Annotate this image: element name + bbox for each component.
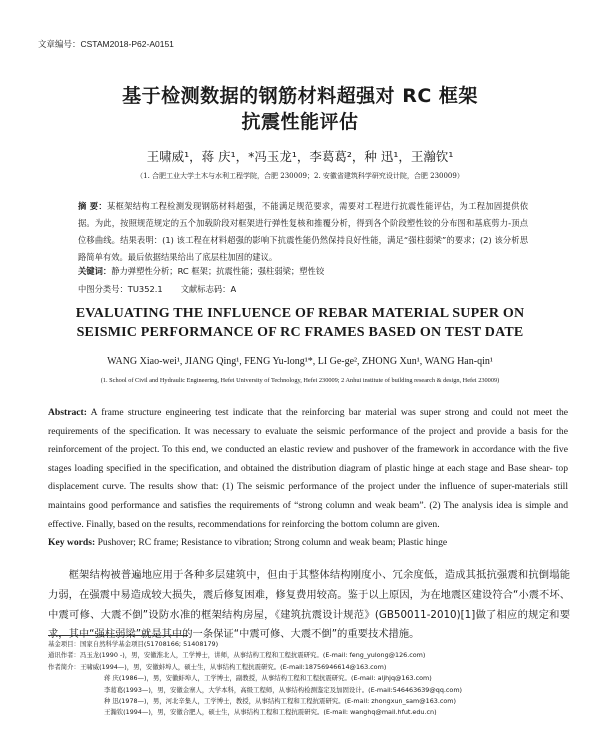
english-abstract [48, 404, 568, 534]
footnote-author-bio: 蒋 庆(1986—)，男，安徽蚌埠人，工学博士，副教授，从事结构工程和工程抗震研究。(E-mail: aljhjq@163.com) [104, 674, 432, 683]
chinese-abstract-text: 某框架结构工程检测发现钢筋材料超强，不能满足规范要求，需要对工程进行抗震性能评估，为工程加固提供依据。为此，按照规范规定的五个加载阶段对框架进行弹性复核和推覆分析，得到各个阶段塑性铰的分布图和基底剪力-顶点位移曲线。结果表明：(1) 该工程在材料超强的影响下抗震性能仍然保持良好性能，满足“强柱弱梁”的要求；(2) 该分析思路简单有效。最后依据结果给出了底层柱加固的建议。 [78, 201, 528, 262]
chinese-keywords [78, 265, 528, 277]
english-title-line-1: EVALUATING THE INFLUENCE OF REBAR MATERIAL SUPER ON [75, 306, 525, 321]
english-affiliation: (1. School of Civil and Hydraulic Engineering, Hefei University of Technology, Hefei 230009; 2 Anhui institute of building research & design, Hefei 230009) [100, 377, 500, 384]
body-paragraph: 框架结构被普遍地应用于各种多层建筑中，但由于其整体结构刚度小、冗余度低，造成其抵抗强震和抗倒塌能力弱，在强震中易造成较大损失，震后修复困难，修复费用较高。鉴于以上原因，为在地震区建设符合“小震不坏、中震可修、大震不倒”设防水准的框架结构房屋，《建筑抗震设计规范》(GB50011-2010)[1]做了相应的规定和要求，其中“强柱弱梁”就是其中的一条保证“中震可修、大震不倒”的重要技术措施。 [48, 569, 570, 641]
english-authors: WANG Xiao-wei¹, JIANG Qing¹, FENG Yu-long¹*, LI Ge-ge², ZHONG Xun¹, WANG Han-qin¹ [107, 356, 493, 367]
chinese-title-line-1: 基于检测数据的钢筋材料超强对 RC 框架 [122, 85, 478, 107]
classification [78, 283, 528, 295]
footnote-author-bio: 作者简介：王啸威(1994—)，男，安徽蚌埠人，硕士生，从事结构工程抗震研究。(E-mail:18756946614@163.com) [48, 662, 387, 671]
footnote-corresponding-author: 通讯作者：冯玉龙(1990 -)，男，安徽淮北人，工学博士，讲师，从事结构工程和工程抗震研究。(E-mail: feng_yulong@126.com) [48, 651, 426, 660]
document-code: 文献标志码：A [180, 284, 237, 294]
chinese-keywords-label: 关键词： [78, 266, 112, 276]
footnote-author-bio: 李葛葛(1993—)，男，安徽金寨人，大学本科，高级工程师，从事结构检测鉴定及加固设计。(E-mail:546463639@qq.com) [104, 685, 463, 694]
english-abstract-label: Abstract: [48, 407, 87, 418]
chinese-title-line-2: 抗震性能评估 [241, 111, 359, 133]
footnote-funding: 基金项目：国家自然科学基金项目(51708166; 51408179) [48, 640, 219, 648]
footnotes [48, 639, 568, 719]
english-title-line-2: SEISMIC PERFORMANCE OF RC FRAMES BASED ON TEST DATE [76, 325, 524, 340]
chinese-affiliation: （1. 合肥工业大学土木与水利工程学院，合肥 230009；2. 安徽省建筑科学研究设计院，合肥 230009） [136, 172, 464, 180]
chinese-keywords-text: 静力弹塑性分析；RC 框架；抗震性能；强柱弱梁；塑性铰 [111, 266, 325, 276]
footnote-author-bio: 王瀚钦(1994—)，男，安徽合肥人，硕士生，从事结构工程和工程抗震研究。(E-mail: wanghq@mail.hfut.edu.cn) [104, 708, 437, 717]
english-abstract-text: A frame structure engineering test indicate that the reinforcing bar material was super strong and could not meet the requirements of the specification. It was necessary to evaluate the seismic performance of the project and provide a basis for the reinforcement of the project. To this end, we conducted an elastic review and pushover of the framework in accordance with the five stages loading specified in the specification, and obtained the distribution diagram of plastic hinge at each stage and Base shear- top displacement curve. The results show that: (1) The seismic performance of the project under the influence of super-materials still maintains good performance and satisfies the requirements of “strong column and weak beam”. (2) The analysis idea is simple and effective. Finally, based on the results, recommendations for reinforcing the bottom column are given. [48, 407, 569, 530]
english-keywords-text: Pushover; RC frame; Resistance to vibration; Strong column and weak beam; Plastic hinge [97, 537, 448, 548]
footnote-author-bio: 种 迅(1978—)，男，河北辛集人，工学博士，教授，从事结构工程和工程抗震研究。(E-mail: zhongxun_sam@163.com) [104, 697, 457, 706]
english-keywords [48, 537, 568, 548]
chinese-authors: 王啸威¹，蒋 庆¹，*冯玉龙¹，李葛葛²，种 迅¹，王瀚钦¹ [146, 149, 454, 164]
article-number: 文章编号：CSTAM2018-P62-A0151 [38, 39, 174, 49]
clc-number: 中图分类号：TU352.1 [78, 284, 163, 294]
english-keywords-label: Key words: [48, 537, 96, 548]
chinese-abstract-label: 摘 要： [78, 201, 107, 211]
footnote-separator [48, 635, 188, 636]
chinese-abstract [78, 198, 528, 266]
